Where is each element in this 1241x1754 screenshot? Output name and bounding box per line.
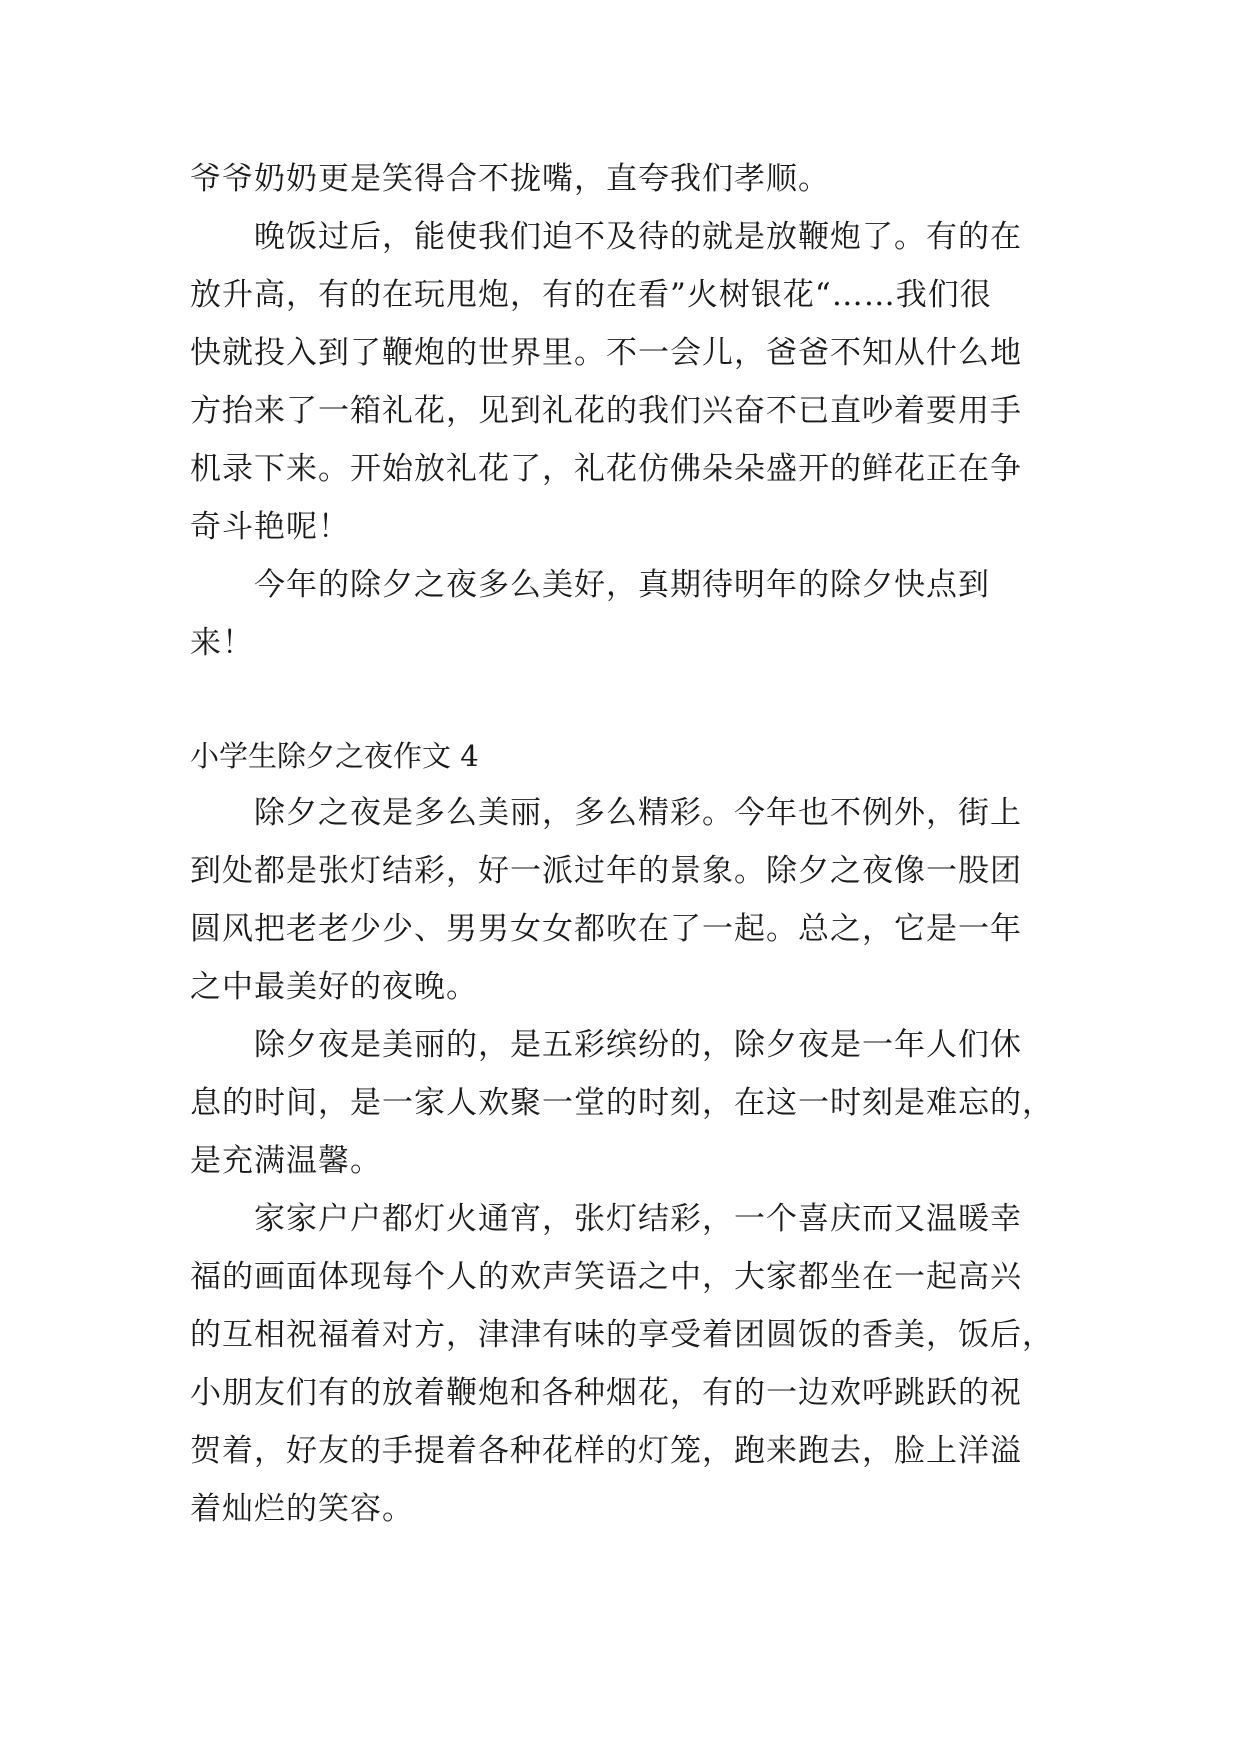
- text-line: 到处都是张灯结彩，好一派过年的景象。除夕之夜像一股团: [190, 853, 1022, 889]
- text-line: 除夕之夜是多么美丽，多么精彩。今年也不例外，街上: [254, 795, 1022, 831]
- text-line: 奇斗艳呢！: [190, 509, 350, 545]
- text-line: 快就投入到了鞭炮的世界里。不一会儿，爸爸不知从什么地: [190, 335, 1022, 371]
- text-line: 福的画面体现每个人的欢声笑语之中，大家都坐在一起高兴: [190, 1259, 1022, 1295]
- text-line: 着灿烂的笑容。: [190, 1491, 414, 1527]
- paragraph: [190, 208, 1054, 556]
- text-line: 之中最美好的夜晚。: [190, 969, 478, 1005]
- section-heading: 小学生除夕之夜作文 4: [190, 739, 479, 773]
- text-line: 贺着，好友的手提着各种花样的灯笼，跑来跑去，脸上洋溢: [190, 1433, 1022, 1469]
- text-line: 来！: [190, 625, 254, 661]
- text-line: 放升高，有的在玩甩炮，有的在看”火树银花“……我们很: [190, 277, 992, 313]
- text-line: 圆风把老老少少、男男女女都吹在了一起。总之，它是一年: [190, 911, 1022, 947]
- text-line: 除夕夜是美丽的，是五彩缤纷的，除夕夜是一年人们休: [254, 1027, 1022, 1063]
- text-line: 是充满温馨。: [190, 1143, 382, 1179]
- paragraph: [190, 556, 1054, 672]
- document-body: [190, 150, 1054, 1538]
- paragraph: [190, 1016, 1054, 1190]
- text-line: 今年的除夕之夜多么美好，真期待明年的除夕快点到: [254, 567, 990, 603]
- paragraph: [190, 1190, 1054, 1538]
- paragraph: [190, 150, 1054, 208]
- text-line: 息的时间，是一家人欢聚一堂的时刻，在这一时刻是难忘的，: [190, 1085, 1054, 1121]
- text-line: 的互相祝福着对方，津津有味的享受着团圆饭的香美，饭后，: [190, 1317, 1054, 1353]
- text-line: 机录下来。开始放礼花了，礼花仿佛朵朵盛开的鲜花正在争: [190, 451, 1022, 487]
- paragraph: [190, 784, 1054, 1016]
- text-line: 家家户户都灯火通宵，张灯结彩，一个喜庆而又温暖幸: [254, 1201, 1022, 1237]
- text-line: 晚饭过后，能使我们迫不及待的就是放鞭炮了。有的在: [254, 219, 1022, 255]
- text-line: 爷爷奶奶更是笑得合不拢嘴，直夸我们孝顺。: [190, 161, 830, 197]
- text-line: 方抬来了一箱礼花，见到礼花的我们兴奋不已直吵着要用手: [190, 393, 1022, 429]
- text-line: 小朋友们有的放着鞭炮和各种烟花，有的一边欢呼跳跃的祝: [190, 1375, 1022, 1411]
